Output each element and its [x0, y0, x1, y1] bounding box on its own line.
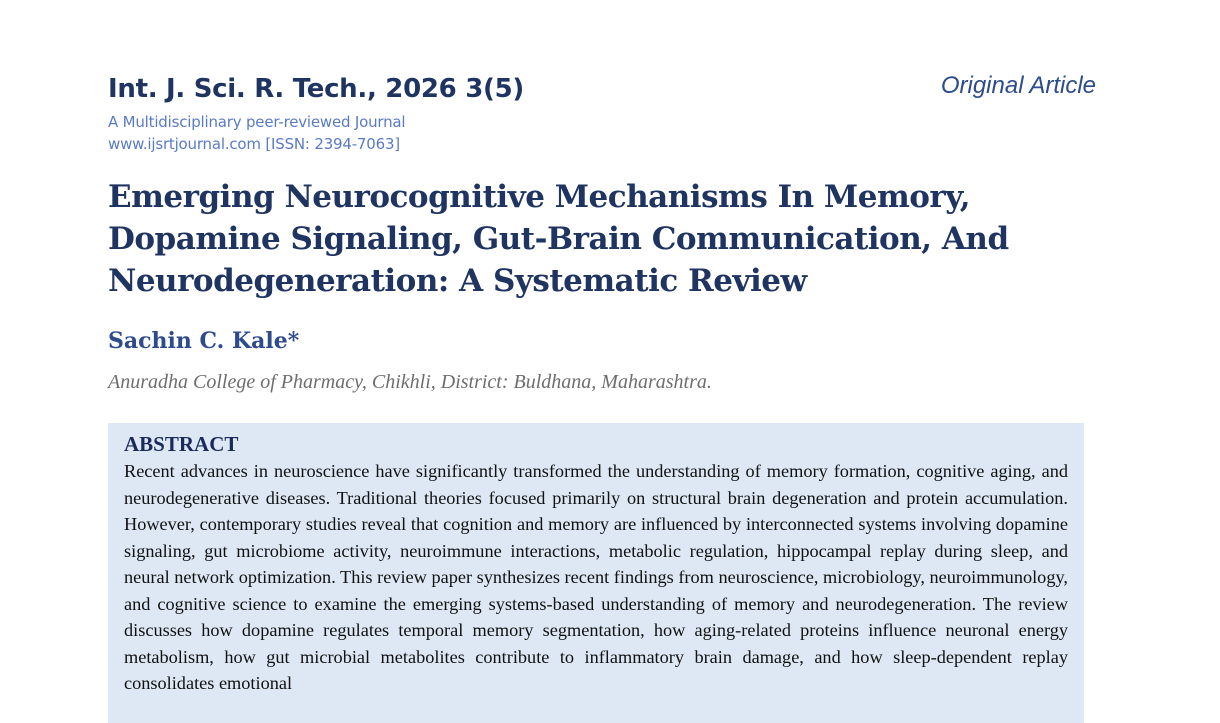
journal-tagline: A Multidisciplinary peer-reviewed Journal	[108, 113, 406, 131]
abstract-box	[108, 423, 1084, 723]
paper-title: Emerging Neurocognitive Mechanisms In Memory, Dopamine Signaling, Gut-Brain Communication, And Neurodegeneration: A Systematic Review	[108, 179, 1009, 299]
journal-title: Int. J. Sci. R. Tech., 2026 3(5)	[108, 74, 524, 104]
article-type-label: Original Article	[940, 72, 1096, 99]
abstract-text: Recent advances in neuroscience have significantly transformed the understanding of memory formation, cognitive aging, and neurodegenerative diseases. Traditional theories focused primarily on structural brain degeneration and protein accumulation. However, contemporary studies reveal that cognition and memory are influenced by interconnected systems involving dopamine signaling, gut microbiome activity, neuroimmune interactions, metabolic regulation, hippocampal replay during sleep, and neural network optimization. This review paper synthesizes recent findings from neuroscience, microbiology, neuroimmunology, and cognitive science to examine the emerging systems-based understanding of memory and neurodegeneration. The review discusses how dopamine regulates temporal memory segmentation, how aging-related proteins influence neuronal energy metabolism, how gut microbial metabolites contribute to inflammatory brain damage, and how sleep-dependent replay consolidates emotional	[124, 461, 1068, 693]
author-name: Sachin C. Kale*	[108, 328, 300, 354]
journal-website-issn: www.ijsrtjournal.com [ISSN: 2394-7063]	[108, 135, 400, 153]
author-affiliation: Anuradha College of Pharmacy, Chikhli, District: Buldhana, Maharashtra.	[108, 371, 712, 393]
abstract-heading: ABSTRACT	[124, 432, 239, 456]
